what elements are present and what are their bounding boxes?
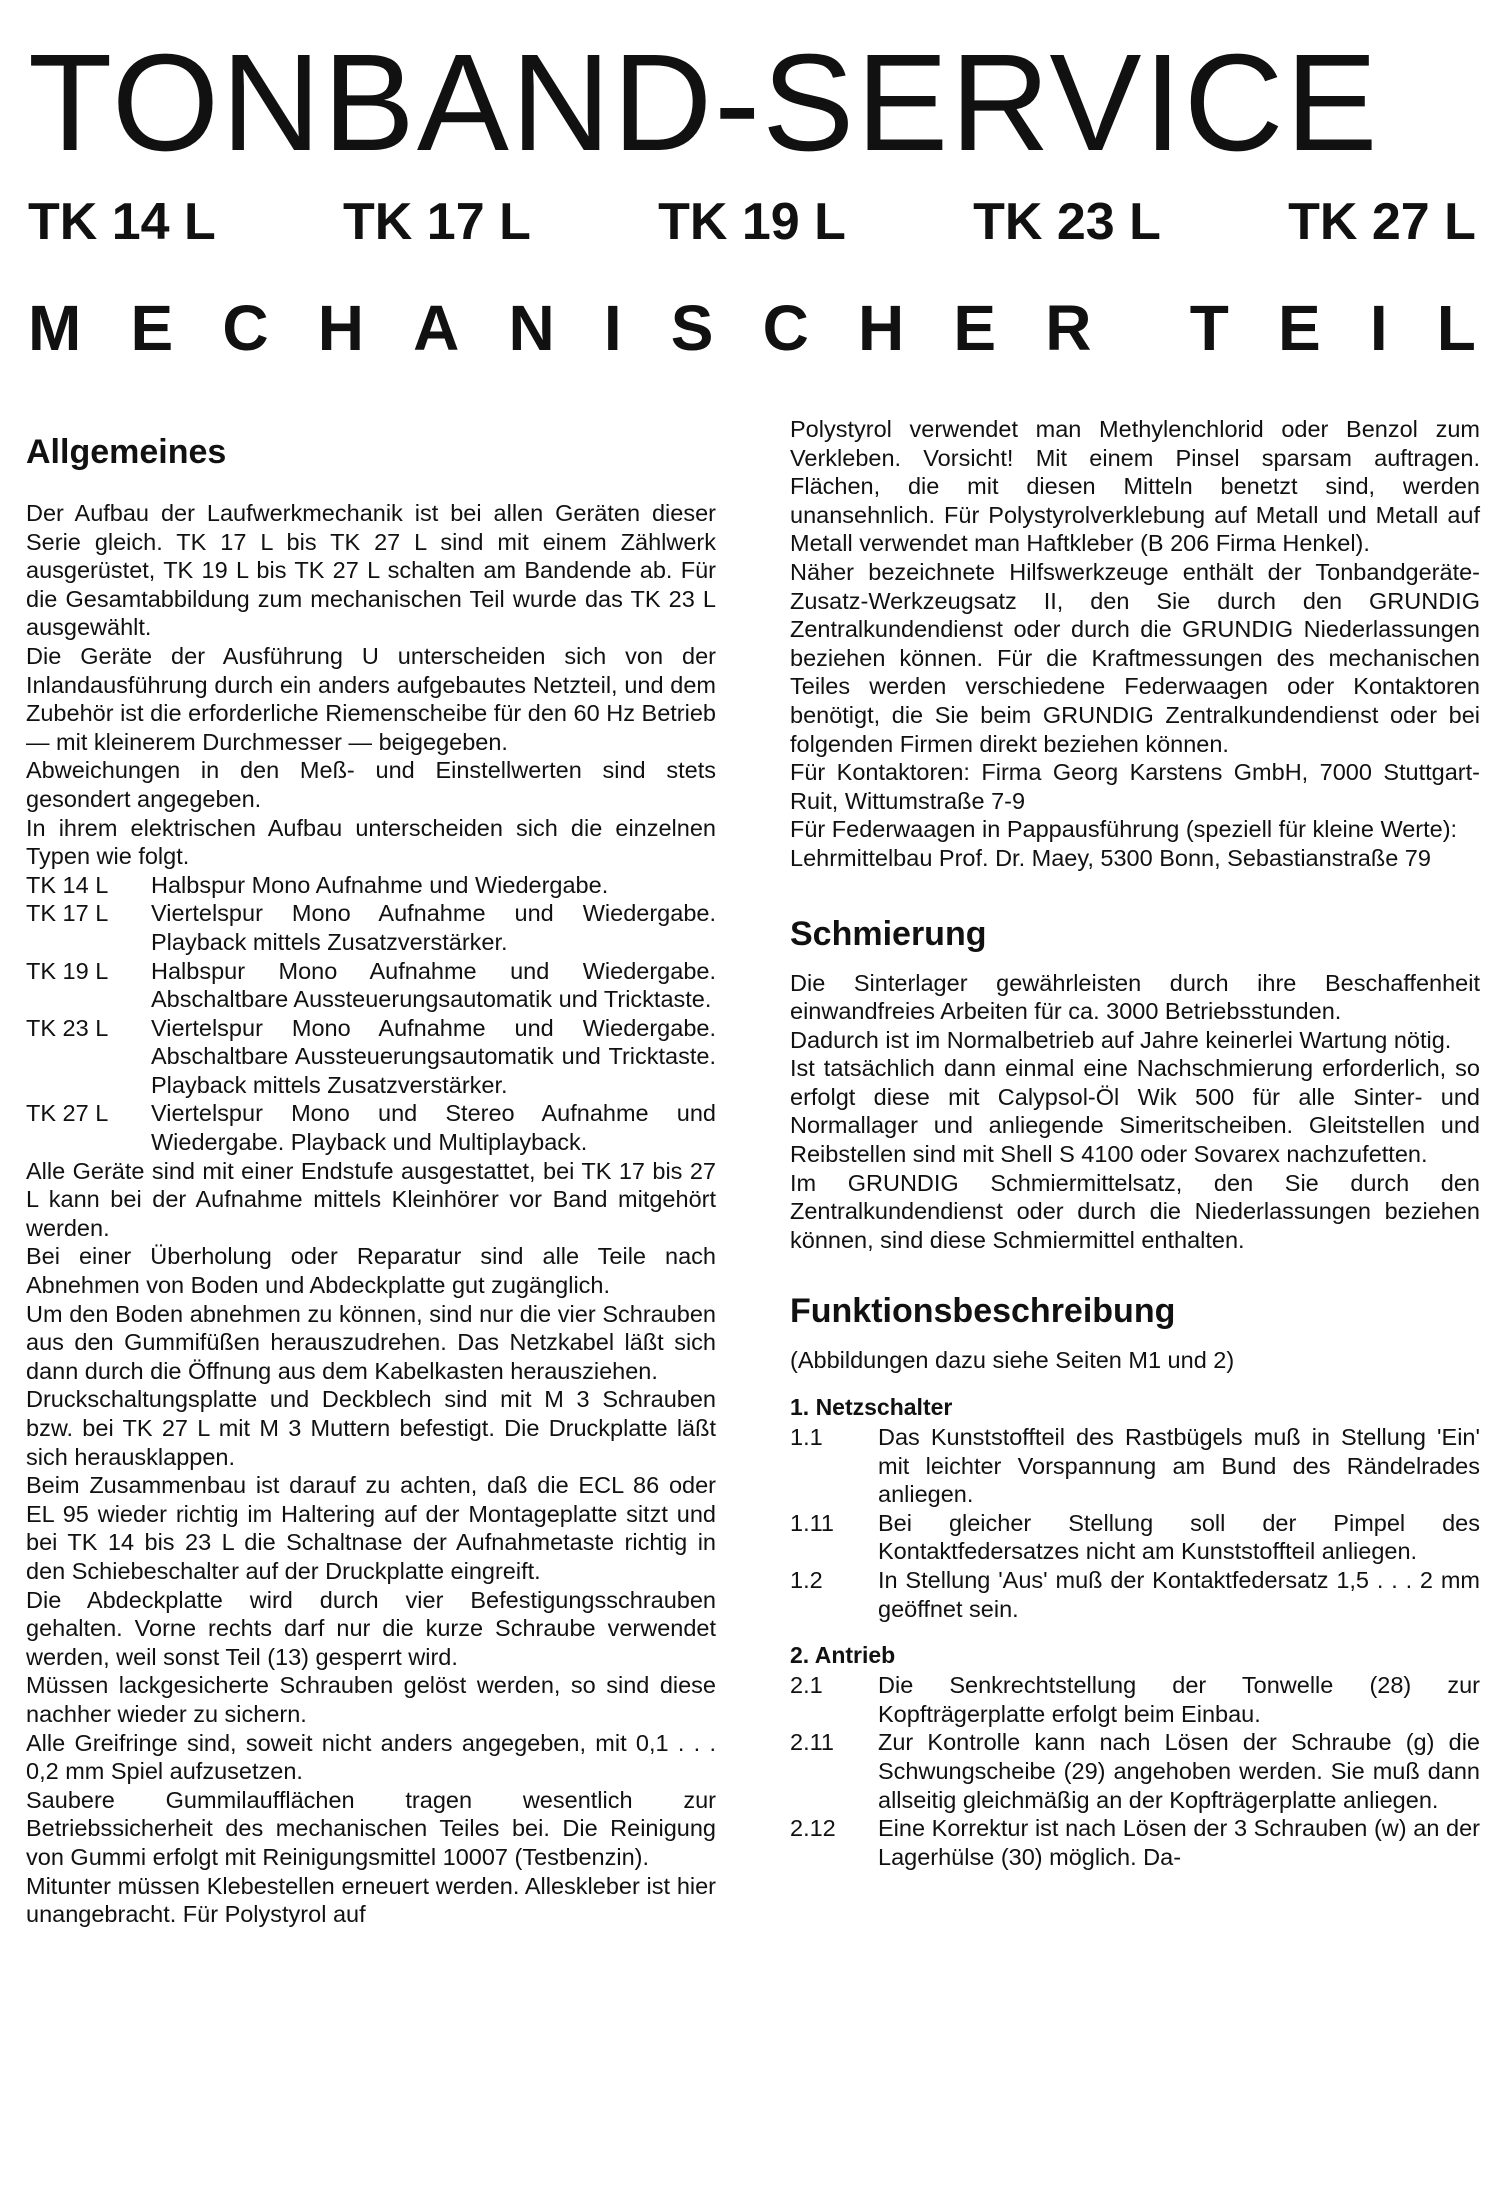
numbered-item	[790, 1509, 1480, 1566]
item-text: Zur Kontrolle kann nach Lösen der Schraube (g) die Schwungscheibe (29) angehoben werden. Sie muß dann allseitig gleichmäßig an der Kopfträgerplatte anliegen.	[878, 1729, 1480, 1813]
item-text: In Stellung 'Aus' muß der Kontaktfedersatz 1,5 . . . 2 mm geöffnet sein.	[878, 1567, 1480, 1622]
heading-schmierung: Schmierung	[790, 914, 987, 953]
heading-netzschalter: 1. Netzschalter	[790, 1394, 953, 1421]
paragraph: Beim Zusammenbau ist darauf zu achten, daß die ECL 86 oder EL 95 wieder richtig im Haltering auf der Montageplatte sitzt und bei TK 14 bis 23 L die Schaltnase der Aufnahmetaste richtig in den Schiebeschalter auf der Druckplatte eingreift.	[26, 1472, 716, 1584]
numbered-item	[790, 1566, 1480, 1623]
type-description: Viertelspur Mono und Stereo Aufnahme und Wiedergabe. Playback und Multiplayback.	[151, 1100, 716, 1156]
model-tk17l: TK 17 L	[343, 193, 531, 251]
type-description: Viertelspur Mono Aufnahme und Wiedergabe. Abschaltbare Aussteuerungsautomatik und Tricktaste. Playback mittels Zusatzverstärker.	[151, 1014, 716, 1098]
paragraph: Alle Geräte sind mit einer Endstufe ausgestattet, bei TK 17 bis 27 L kann bei der Aufnahme mittels Kleinhörer vor Band mitgehört werden.	[26, 1157, 716, 1241]
model-tk14l: TK 14 L	[28, 193, 216, 251]
heading-allgemeines: Allgemeines	[26, 433, 227, 471]
numbered-item	[790, 1423, 1480, 1509]
paragraph: Druckschaltungsplatte und Deckblech sind mit M 3 Schrauben bzw. bei TK 27 L mit M 3 Muttern befestigt. Die Druckplatte läßt sich herausklappen.	[26, 1386, 716, 1470]
type-description: Halbspur Mono Aufnahme und Wiedergabe.	[151, 871, 609, 898]
subtitle-letter: E	[1277, 292, 1321, 364]
type-code: TK 17 L	[26, 900, 109, 927]
item-text: Eine Korrektur ist nach Lösen der 3 Schrauben (w) an der Lagerhülse (30) möglich. Da-	[878, 1815, 1480, 1870]
type-row	[26, 1099, 716, 1156]
paragraph: Ist tatsächlich dann einmal eine Nachschmierung erforderlich, so erfolgt diese mit Calypsol-Öl Wik 500 für alle Sinter- und Normallager und anliegende Simeritscheiben. Gleitstellen und Reibstellen sind mit Shell S 4100 oder Sovarex nachzufetten.	[790, 1055, 1480, 1168]
right-column	[790, 415, 1480, 1871]
paragraph: Für Kontaktoren: Firma Georg Karstens GmbH, 7000 Stuttgart-Ruit, Wittumstraße 7-9	[790, 759, 1480, 814]
subtitle-letter: I	[603, 292, 622, 364]
subtitle-letter: L	[1436, 292, 1476, 364]
subtitle-letter: I	[1369, 292, 1388, 364]
type-code: TK 14 L	[26, 871, 109, 898]
item-number: 2.1	[790, 1672, 823, 1699]
type-code: TK 19 L	[26, 957, 109, 984]
paragraph: In ihrem elektrischen Aufbau unterscheiden sich die einzelnen Typen wie folgt.	[26, 814, 716, 870]
item-number: 1.11	[790, 1509, 834, 1536]
subtitle-letter: E	[953, 292, 997, 364]
document-title: TONBAND-SERVICE	[28, 26, 1380, 180]
paragraph: Polystyrol verwendet man Methylenchlorid oder Benzol zum Verkleben. Vorsicht! Mit einem Pinsel sparsam auftragen. Flächen, die mit diesen Mitteln benetzt sind, werden unansehnlich. Für Polystyrolverklebung auf Metall und Metall auf Metall verwendet man Haftkleber (B 206 Firma Henkel).	[790, 416, 1480, 557]
heading-antrieb: 2. Antrieb	[790, 1642, 896, 1669]
item-number: 1.2	[790, 1567, 823, 1593]
paragraph: Alle Greifringe sind, soweit nicht anders angegeben, mit 0,1 . . . 0,2 mm Spiel aufzusetzen.	[26, 1729, 716, 1785]
type-code: TK 27 L	[26, 1100, 109, 1127]
type-row	[26, 957, 716, 1014]
left-column	[26, 415, 716, 1929]
paragraph: Näher bezeichnete Hilfswerkzeuge enthält der Tonbandgeräte-Zusatz-Werkzeugsatz II, den Sie durch den GRUNDIG Zentralkundendienst oder durch die GRUNDIG Niederlassungen beziehen können. Für die Kraftmessungen des mechanischen Teiles werden verschiedene Federwaagen oder Kontaktoren benötigt, die Sie beim GRUNDIG Zentralkundendienst oder bei folgenden Firmen direkt beziehen können.	[790, 558, 1480, 757]
model-tk23l: TK 23 L	[973, 193, 1161, 251]
type-row	[26, 899, 716, 956]
type-code: TK 23 L	[26, 1014, 109, 1041]
item-text: Bei gleicher Stellung soll der Pimpel des Kontaktfedersatzes nicht am Kunststoffteil anliegen.	[878, 1509, 1480, 1565]
paragraph: Dadurch ist im Normalbetrieb auf Jahre keinerlei Wartung nötig.	[790, 1026, 1452, 1053]
subtitle-letter: A	[413, 292, 460, 364]
paragraph: Die Abdeckplatte wird durch vier Befestigungsschrauben gehalten. Vorne rechts darf nur die kurze Schraube verwendet werden, weil sonst Teil (13) gesperrt wird.	[26, 1586, 716, 1670]
numbered-item	[790, 1728, 1480, 1814]
item-text: Die Senkrechtstellung der Tonwelle (28) zur Kopfträgerplatte erfolgt beim Einbau.	[878, 1672, 1480, 1727]
paragraph: Die Sinterlager gewährleisten durch ihre Beschaffenheit einwandfreies Arbeiten für ca. 3000 Betriebsstunden.	[790, 969, 1480, 1025]
subtitle-letter: R	[1045, 292, 1092, 364]
numbered-item	[790, 1814, 1480, 1871]
subtitle-letter: T	[1189, 292, 1229, 364]
paragraph: Um den Boden abnehmen zu können, sind nur die vier Schrauben aus den Gummifüßen herauszudrehen. Das Netzkabel läßt sich dann durch die Öffnung aus dem Kabelkasten herausziehen.	[26, 1300, 716, 1384]
heading-funktionsbeschreibung: Funktionsbeschreibung	[790, 1292, 1176, 1331]
paragraph: Abweichungen in den Meß- und Einstellwerten sind stets gesondert angegeben.	[26, 757, 716, 812]
figure-reference: (Abbildungen dazu siehe Seiten M1 und 2)	[790, 1347, 1235, 1374]
section-subtitle	[28, 292, 1476, 364]
subtitle-letter: C	[222, 292, 269, 364]
paragraph: Mitunter müssen Klebestellen erneuert werden. Alleskleber ist hier unangebracht. Für Polystyrol auf	[26, 1872, 716, 1928]
subtitle-letter: C	[762, 292, 809, 364]
type-row	[26, 1014, 716, 1100]
subtitle-letter: H	[317, 292, 364, 364]
paragraph: Müssen lackgesicherte Schrauben gelöst werden, so sind diese nachher wieder zu sichern.	[26, 1672, 716, 1727]
subtitle-letter: N	[508, 292, 555, 364]
paragraph: Der Aufbau der Laufwerkmechanik ist bei allen Geräten dieser Serie gleich. TK 17 L bis TK 27 L sind mit einem Zählwerk ausgerüstet, TK 19 L bis TK 27 L schalten am Bandende ab. Für die Gesamtabbildung zum mechanischen Teil wurde das TK 23 L ausgewählt.	[26, 500, 716, 641]
item-number: 1.1	[790, 1424, 823, 1451]
item-text: Das Kunststoffteil des Rastbügels muß in Stellung 'Ein' mit leichter Vorspannung am Bund des Rändelrades anliegen.	[878, 1424, 1480, 1508]
model-tk27l: TK 27 L	[1288, 193, 1476, 251]
type-description: Viertelspur Mono Aufnahme und Wiedergabe. Playback mittels Zusatzverstärker.	[151, 900, 716, 955]
item-number: 2.12	[790, 1815, 836, 1842]
model-list	[28, 193, 1476, 251]
paragraph: Saubere Gummilaufflächen tragen wesentlich zur Betriebssicherheit des mechanischen Teiles bei. Die Reinigung von Gummi erfolgt mit Reinigungsmittel 10007 (Testbenzin).	[26, 1786, 716, 1870]
paragraph: Die Geräte der Ausführung U unterscheiden sich von der Inlandausführung durch ein anders aufgebautes Netzteil, und dem Zubehör ist die erforderliche Riemenscheibe für den 60 Hz Betrieb — mit kleinerem Durchmesser — beigegeben.	[26, 642, 716, 755]
numbered-item	[790, 1671, 1480, 1728]
paragraph: Für Federwaagen in Pappausführung (speziell für kleine Werte):	[790, 816, 1458, 843]
paragraph: Lehrmittelbau Prof. Dr. Maey, 5300 Bonn, Sebastianstraße 79	[790, 844, 1431, 871]
type-description: Halbspur Mono Aufnahme und Wiedergabe. Abschaltbare Aussteuerungsautomatik und Tricktaste.	[151, 957, 716, 1013]
subtitle-letter: M	[28, 292, 82, 364]
subtitle-letter: S	[670, 292, 714, 364]
subtitle-letter: H	[857, 292, 905, 364]
paragraph: Im GRUNDIG Schmiermittelsatz, den Sie durch den Zentralkundendienst oder durch die Niederlassungen beziehen können, sind diese Schmiermittel enthalten.	[790, 1169, 1480, 1253]
paragraph: Bei einer Überholung oder Reparatur sind alle Teile nach Abnehmen von Boden und Abdeckplatte gut zugänglich.	[26, 1243, 716, 1299]
item-number: 2.11	[790, 1729, 834, 1756]
model-tk19l: TK 19 L	[658, 193, 846, 251]
subtitle-letter: E	[130, 292, 174, 364]
type-row	[26, 871, 716, 900]
